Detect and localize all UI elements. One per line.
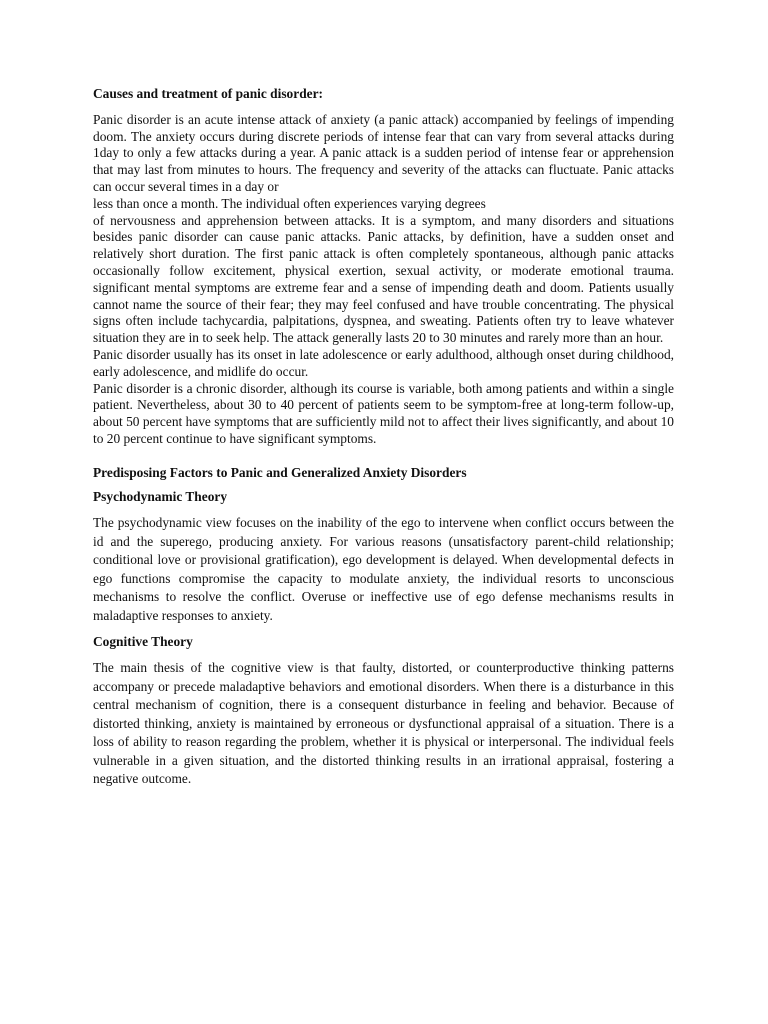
heading-psychodynamic-theory: Psychodynamic Theory bbox=[93, 488, 228, 504]
paragraph-panic-intro: Panic disorder is an acute intense attack of anxiety (a panic attack) accompanied by feelings of impending doom. The anxiety occurs during discrete periods of intense fear that can vary from several attacks during 1day to only a few attacks during a year. A panic attack is a sudden period of intense fear or apprehension that may last from minutes to hours. The frequency and severity of the attacks can fluctuate. Panic attacks can occur several times in a day or bbox=[93, 111, 674, 194]
paragraph-panic-onset: Panic disorder usually has its onset in late adolescence or early adulthood, although onset during childhood, early adolescence, and midlife do occur. bbox=[93, 346, 674, 379]
paragraph-panic-course: Panic disorder is a chronic disorder, although its course is variable, both among patients and within a single patient. Nevertheless, about 30 to 40 percent of patients seem to be symptom-free at long-term follow-up, about 50 percent have symptoms that are sufficiently mild not to affect their lives significantly, and about 10 to 20 percent continue to have significant symptoms. bbox=[93, 380, 674, 446]
paragraph-cognitive: The main thesis of the cognitive view is that faulty, distorted, or counterproductive thinking patterns accompany or precede maladaptive behaviors and emotional disorders. When there is a disturbance in this central mechanism of cognition, there is a consequent disturbance in feeling and behavior. Because of distorted thinking, anxiety is maintained by erroneous or dysfunctional appraisal of a situation. There is a loss of ability to reason regarding the problem, whether it is physical or interpersonal. The individual feels vulnerable in a given situation, and the distorted thinking results in an irrational appraisal, fostering a negative outcome. bbox=[93, 660, 674, 787]
heading-cognitive-theory: Cognitive Theory bbox=[93, 634, 193, 650]
heading-predisposing-factors: Predisposing Factors to Panic and Generalized Anxiety Disorders bbox=[93, 464, 467, 480]
paragraph-panic-symptoms: of nervousness and apprehension between attacks. It is a symptom, and many disorders and situations besides panic disorder can cause panic attacks. Panic attacks, by definition, have a sudden onset and relatively short duration. The first panic attack is often completely spontaneous, although panic attacks occasionally follow excitement, physical exertion, sexual activity, or moderate emotional trauma. significant mental symptoms are extreme fear and a sense of impending death and doom. Patients usually cannot name the source of their fear; they may feel confused and have trouble concentrating. The physical signs often include tachycardia, palpitations, dyspnea, and sweating. Patients often try to leave whatever situation they are in to seek help. The attack generally lasts 20 to 30 minutes and rarely more than an hour. bbox=[93, 212, 674, 346]
paragraph-psychodynamic: The psychodynamic view focuses on the inability of the ego to intervene when conflict occurs between the id and the superego, producing anxiety. For various reasons (unsatisfactory parent-child relationship; conditional love or provisional gratification), ego development is delayed. When developmental defects in ego functions compromise the capacity to modulate anxiety, the individual resorts to unconscious mechanisms to resolve the conflict. Overuse or ineffective use of ego defense mechanisms results in maladaptive responses to anxiety. bbox=[93, 515, 674, 623]
heading-causes-treatment: Causes and treatment of panic disorder: bbox=[93, 86, 323, 101]
paragraph-panic-line: less than once a month. The individual often experiences varying degrees bbox=[93, 195, 486, 211]
document-page bbox=[93, 86, 674, 789]
